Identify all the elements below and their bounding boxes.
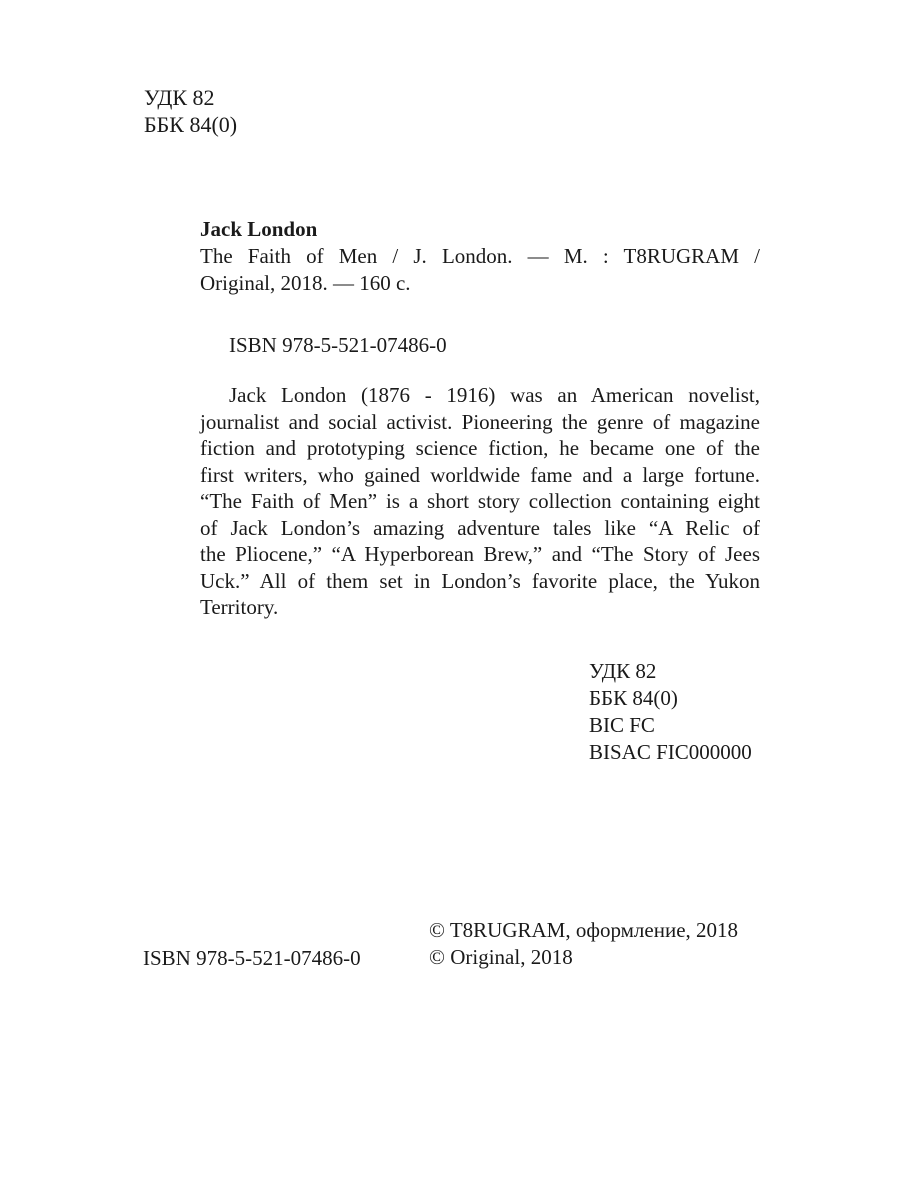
annotation-line: Uck.” All of them set in London’s favorite place, the Yukon	[200, 568, 760, 593]
annotation-line: “The Faith of Men” is a short story collection containing eight	[200, 489, 760, 513]
copyright-design: © T8RUGRAM, оформление, 2018	[429, 918, 739, 942]
annotation-line: of Jack London’s amazing adventure tales like “A Relic of	[200, 515, 760, 540]
publication-details: Original, 2018. — 160 c.	[200, 271, 411, 295]
udk-code: УДК 82	[589, 659, 657, 683]
annotation-line: journalist and social activist. Pioneering the genre of magazine	[200, 409, 760, 434]
isbn-record: ISBN 978-5-521-07486-0	[229, 333, 447, 357]
bisac-code: BISAC FIC000000	[589, 740, 752, 764]
copyright-notices	[429, 917, 738, 971]
title-statement: The Faith of Men / J. London. — M. : T8RUGRAM /	[200, 244, 760, 268]
top-classification-codes	[144, 84, 237, 138]
copyright-original: © Original, 2018	[429, 945, 573, 969]
annotation-line: the Pliocene,” “A Hyperborean Brew,” and “The Story of Jees	[200, 542, 760, 566]
annotation-line: fiction and prototyping science fiction, he became one of the	[200, 436, 760, 460]
bbk-code: ББК 84(0)	[589, 686, 678, 710]
udk-code: УДК 82	[144, 85, 215, 110]
annotation-line: Jack London (1876 - 1916) was an American novelist,	[229, 383, 760, 407]
imprint-isbn: ISBN 978-5-521-07486-0	[143, 946, 361, 970]
bibliographic-record	[200, 216, 760, 297]
author-name: Jack London	[200, 217, 318, 241]
bic-code: BIC FC	[589, 713, 655, 737]
bbk-code: ББК 84(0)	[144, 112, 238, 137]
annotation-line: first writers, who gained worldwide fame and a large fortune.	[200, 462, 760, 487]
right-classification-codes	[589, 658, 752, 766]
annotation-line: Territory.	[200, 595, 279, 619]
annotation-paragraph	[200, 382, 760, 621]
